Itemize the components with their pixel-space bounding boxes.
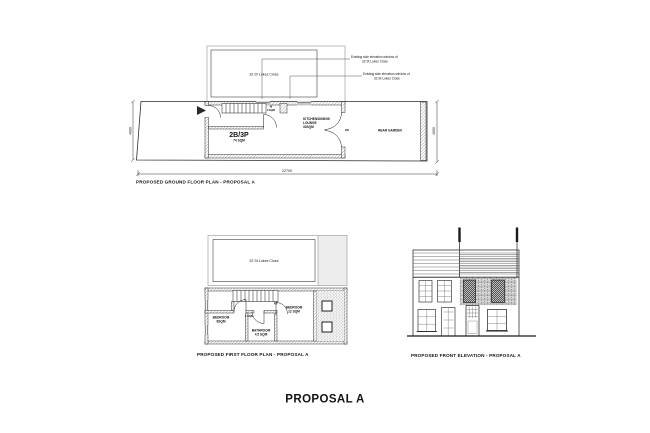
store-area: 1 SQM xyxy=(244,314,254,318)
sheet-title: PROPOSAL A xyxy=(285,393,365,406)
neighbour-label: 32 St Lukes Close xyxy=(249,259,279,263)
wc-area: 1SQM xyxy=(267,108,275,112)
door-swings xyxy=(234,300,288,324)
bathroom-area: 4.5 SQM xyxy=(254,332,268,337)
dimension-depth-right xyxy=(432,100,439,164)
svg-text:4000: 4000 xyxy=(431,127,436,135)
stairs xyxy=(222,104,266,114)
roof-slates xyxy=(413,253,519,277)
entrance-arrow-icon xyxy=(197,106,206,115)
kitchen-label-2: LOUNGE xyxy=(303,121,317,125)
rooflight-2 xyxy=(322,322,332,332)
annotation2-line1: Existing side elevation window of xyxy=(363,72,410,76)
annotation2-leader xyxy=(290,76,362,99)
annotation2-line2: 32 St Lukes Close xyxy=(374,76,400,81)
unit-area-label: 74 SQM xyxy=(233,138,245,143)
annotation1-line1: Existing side elevation window of xyxy=(351,55,398,59)
bedroom2-area: 12 SQM xyxy=(288,309,300,314)
left-house-ground-floor xyxy=(417,308,456,337)
right-house-ground-floor xyxy=(466,306,508,337)
rear-garden-label: REAR GARDEN xyxy=(378,128,402,133)
rear-boundary-wall xyxy=(421,102,427,161)
kitchen-label-1: KITCHEN/DINING/ xyxy=(303,117,331,121)
stairs xyxy=(233,291,278,302)
bedroom1-area: 8SQM xyxy=(216,319,226,324)
wc-label: W xyxy=(269,104,273,109)
bathroom-label: BATHROOM xyxy=(251,328,271,333)
ground-floor-caption: PROPOSED GROUND FLOOR PLAN - PROPOSAL A xyxy=(136,179,255,185)
svg-text:22700: 22700 xyxy=(282,169,292,173)
dimension-depth-left xyxy=(129,100,135,162)
svg-text:4000: 4000 xyxy=(128,127,133,135)
rooflight-1 xyxy=(322,301,332,311)
entrance-door-swing xyxy=(209,106,221,118)
partition-wall xyxy=(209,127,264,130)
ground-floor-plan xyxy=(129,46,439,185)
duct-block xyxy=(280,104,287,114)
neighbour-label: 32 St Lukes Close xyxy=(249,72,279,77)
partition-door-swing xyxy=(264,115,277,128)
bedroom2-label: BEDROOM xyxy=(285,305,303,310)
flat-roof-area xyxy=(317,291,345,341)
bedroom1-label: BEDROOM xyxy=(212,315,230,320)
front-elevation xyxy=(407,228,536,359)
outrigger-shade xyxy=(318,236,347,286)
left-house-upper-windows xyxy=(419,281,452,303)
first-floor-caption: PROPOSED FIRST FLOOR PLAN - PROPOSAL A xyxy=(197,352,309,357)
annotation1-line2: 32 St Lukes Close xyxy=(362,59,388,64)
annotation1-leader xyxy=(262,59,350,99)
front-elevation-caption: PROPOSED FRONT ELEVATION - PROPOSAL A xyxy=(411,353,521,358)
first-floor-plan xyxy=(197,236,347,358)
unit-type-label: 2B/3P xyxy=(229,132,249,139)
dimension-length xyxy=(137,169,439,176)
kitchen-label-3: 33SQM xyxy=(303,125,314,129)
party-wall-markers xyxy=(460,228,518,278)
